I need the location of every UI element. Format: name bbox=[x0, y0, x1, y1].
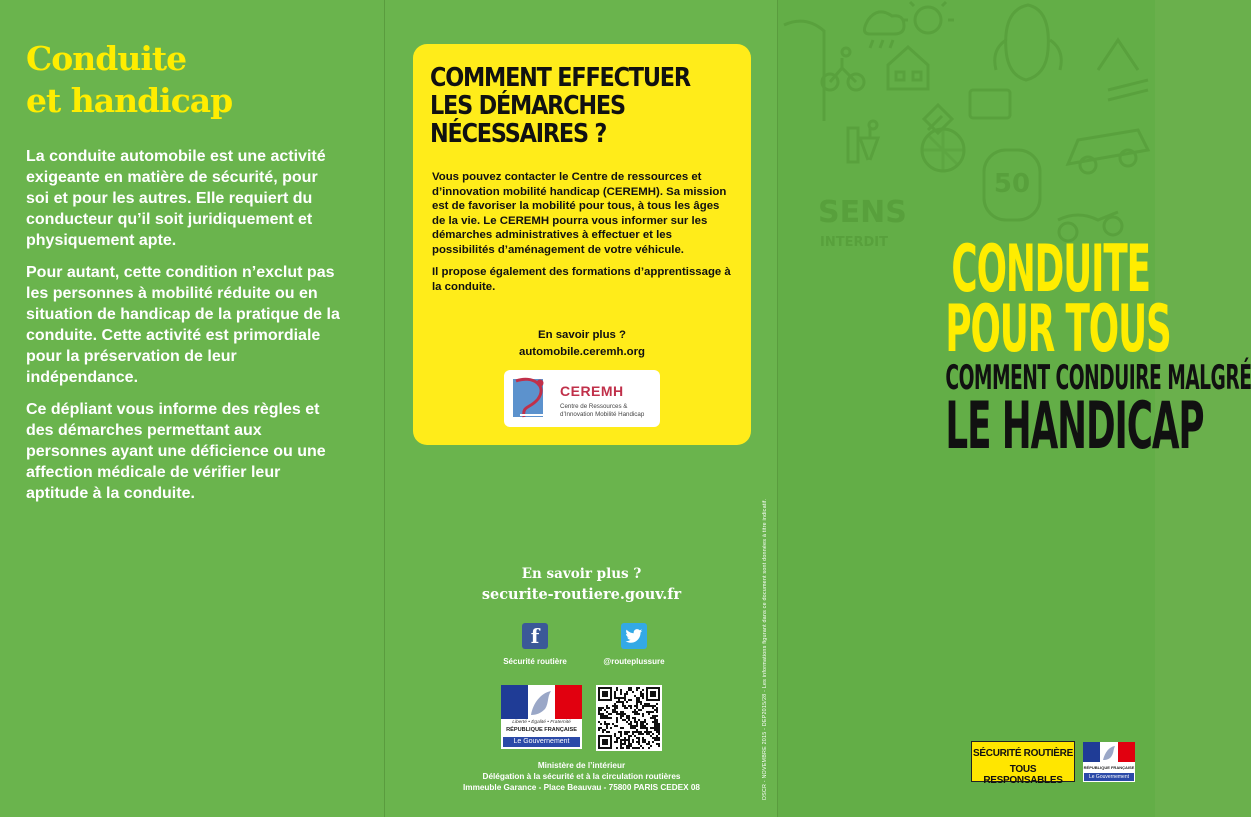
legal-text: DSCR - NOVEMBRE 2015 - DEP2015/28 - Les informations figurant dans ce document sont données à titre indicatif. bbox=[762, 498, 768, 800]
sens-text: SENS bbox=[818, 195, 907, 230]
more-label: En savoir plus ? bbox=[521, 566, 642, 582]
republique-francaise-logo bbox=[1083, 742, 1135, 782]
marianne-flag-icon bbox=[1083, 742, 1135, 762]
website-link[interactable]: securite-routiere.gouv.fr bbox=[481, 586, 682, 603]
center-panel bbox=[385, 0, 778, 817]
gouvernement-label: Le Gouvernement bbox=[1084, 773, 1134, 781]
info-box-title bbox=[430, 64, 697, 148]
paragraph: La conduite automobile est une activité exigeante en matière de sécurité, pour soi et pour les autres. Elle requiert du conducteur qu’il soit juridiquement et physiquement apte. bbox=[26, 148, 326, 249]
social-label: @routeplussure bbox=[603, 657, 665, 666]
qr-code-icon[interactable] bbox=[596, 685, 662, 751]
badge-line: SÉCURITÉ ROUTIÈRE bbox=[973, 748, 1073, 759]
address-line: Ministère de l’intérieur bbox=[537, 761, 626, 770]
ceremh-subtitle: Centre de Ressources & d’Innovation Mobilité Handicap bbox=[560, 403, 645, 418]
subheadline-line: COMMENT CONDUIRE MALGRÉ bbox=[945, 358, 1251, 398]
speed-sign-text: 50 bbox=[993, 169, 1031, 199]
cover-headline bbox=[778, 232, 1251, 464]
address-block bbox=[385, 760, 778, 793]
subheadline-line: LE HANDICAP bbox=[945, 389, 1204, 464]
paragraph: Pour autant, cette condition n’exclut pas les personnes à mobilité réduite ou en situation de handicap de la pratique de la conduite. Cette activité est primordiale pour la préservation de leur indépendance. bbox=[26, 264, 340, 386]
social-twitter[interactable] bbox=[589, 623, 679, 666]
republique-motto: Liberté • Égalité • Fraternité bbox=[512, 720, 571, 725]
left-panel-text bbox=[26, 146, 344, 515]
info-box-body bbox=[432, 170, 732, 302]
interdit-text: INTERDIT bbox=[820, 235, 888, 250]
republique-name: RÉPUBLIQUE FRANÇAISE bbox=[1083, 765, 1135, 770]
twitter-icon[interactable] bbox=[621, 623, 647, 649]
ceremh-mark-icon bbox=[510, 375, 550, 421]
ceremh-logo bbox=[504, 370, 660, 427]
info-box bbox=[413, 44, 751, 445]
title-line: COMMENT EFFECTUER bbox=[430, 63, 690, 93]
road-illustration bbox=[778, 0, 1155, 250]
ceremh-link[interactable]: automobile.ceremh.org bbox=[519, 346, 645, 358]
address-line: Immeuble Garance - Place Beauvau - 75800 PARIS CEDEX 08 bbox=[463, 783, 700, 792]
paragraph: Ce dépliant vous informe des règles et des démarches permettant aux personnes ayant une déficience ou une affection médicale de vérifier leur aptitude à la conduite. bbox=[26, 401, 326, 502]
title-line: Conduite bbox=[26, 39, 187, 78]
headline-line: POUR TOUS bbox=[945, 292, 1171, 367]
republique-francaise-logo bbox=[501, 685, 582, 749]
paragraph: Il propose également des formations d’apprentissage à la conduite. bbox=[432, 266, 731, 293]
address-line: Délégation à la sécurité et à la circulation routières bbox=[482, 772, 681, 781]
paragraph: Vous pouvez contacter le Centre de ressources et d’innovation mobilité handicap (CEREMH). Sa mission est de favoriser la mobilité pour tous, à tous les âges de la vie. Le CEREMH pourra vous informer sur les démarches administratives à effectuer et les possibilités d’aménagement de votre véhicule. bbox=[432, 171, 727, 256]
ceremh-name: CEREMH bbox=[560, 383, 624, 399]
info-box-more bbox=[413, 327, 751, 361]
republique-name: RÉPUBLIQUE FRANÇAISE bbox=[506, 727, 577, 733]
left-panel bbox=[0, 0, 385, 817]
facebook-glyph: f bbox=[530, 624, 540, 648]
more-label: En savoir plus ? bbox=[538, 329, 626, 341]
social-label: Sécurité routière bbox=[503, 657, 567, 666]
securite-routiere-badge bbox=[971, 741, 1075, 786]
gouvernement-label: Le Gouvernement bbox=[503, 737, 580, 747]
title-line: et handicap bbox=[26, 81, 233, 120]
title-line: LES DÉMARCHES bbox=[430, 91, 625, 121]
more-info bbox=[385, 564, 778, 606]
social-facebook[interactable] bbox=[490, 623, 580, 666]
bird-icon bbox=[625, 629, 643, 644]
cover-panel bbox=[778, 0, 1251, 817]
title-line: NÉCESSAIRES ? bbox=[430, 119, 607, 149]
headline-line: CONDUITE bbox=[951, 232, 1150, 307]
badge-line: TOUS RESPONSABLES bbox=[983, 764, 1063, 786]
left-panel-title bbox=[26, 38, 366, 122]
legal-note bbox=[762, 470, 774, 800]
marianne-flag-icon bbox=[501, 685, 582, 719]
facebook-icon[interactable] bbox=[522, 623, 548, 649]
